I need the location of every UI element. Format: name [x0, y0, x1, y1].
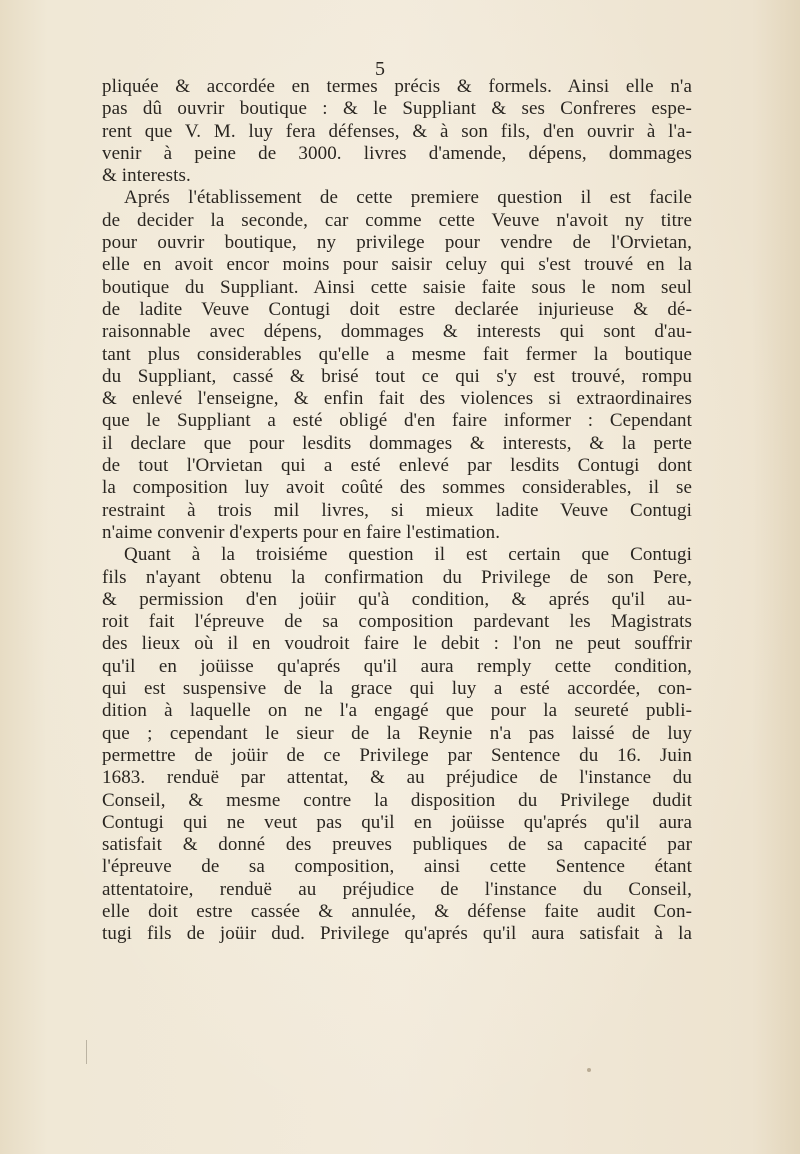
text-line: roit fait l'épreuve de sa composition pardevant les Magistrats [102, 611, 692, 633]
text-line: attentatoire, renduë au préjudice de l'instance du Conseil, [102, 878, 692, 900]
text-line: raisonnable avec dépens, dommages & interests qui sont d'au- [102, 321, 692, 343]
margin-pen-mark [86, 1040, 89, 1064]
text-line: & permission d'en joüir qu'à condition, & aprés qu'il au- [102, 588, 692, 610]
text-line: tugi fils de joüir dud. Privilege qu'aprés qu'il aura satisfait à la [102, 923, 692, 945]
text-line: pour ouvrir boutique, ny privilege pour vendre de l'Orvietan, [102, 232, 692, 254]
body-text [102, 76, 692, 946]
text-line: de ladite Veuve Contugi doit estre declarée injurieuse & dé- [102, 298, 692, 320]
text-line: venir à peine de 3000. livres d'amende, dépens, dommages [102, 142, 692, 164]
text-line: que le Suppliant a esté obligé d'en faire informer : Cependant [102, 410, 692, 432]
text-line: Conseil, & mesme contre la disposition du Privilege dudit [102, 789, 692, 811]
text-line: il declare que pour lesdits dommages & interests, & la perte [102, 432, 692, 454]
text-line: & interests. [102, 165, 191, 187]
text-line: Contugi qui ne veut pas qu'il en joüisse qu'aprés qu'il aura [102, 811, 692, 833]
text-line: elle en avoit encor moins pour saisir celuy qui s'est trouvé en la [102, 254, 692, 276]
text-line: 1683. renduë par attentat, & au préjudice de l'instance du [102, 767, 692, 789]
text-line: fils n'ayant obtenu la confirmation du Privilege de son Pere, [102, 566, 692, 588]
text-line: tant plus considerables qu'elle a mesme fait fermer la boutique [102, 343, 692, 365]
text-line: des lieux où il en voudroit faire le debit : l'on ne peut souffrir [102, 633, 692, 655]
text-line: & enlevé l'enseigne, & enfin fait des violences si extraordinaires [102, 388, 692, 410]
text-line: de tout l'Orvietan qui a esté enlevé par lesdits Contugi dont [102, 455, 692, 477]
text-line: Quant à la troisiéme question il est certain que Contugi [124, 544, 692, 566]
text-line: que ; cependant le sieur de la Reynie n'a pas laissé de luy [102, 722, 692, 744]
text-line: n'aime convenir d'experts pour en faire l'estimation. [102, 521, 501, 543]
text-line: pas dû ouvrir boutique : & le Suppliant & ses Confreres espe- [102, 98, 692, 120]
text-line: elle doit estre cassée & annulée, & défense faite audit Con- [102, 900, 692, 922]
text-line: qui est suspensive de la grace qui luy a esté accordée, con- [102, 678, 692, 700]
text-line: satisfait & donné des preuves publiques de sa capacité par [102, 834, 692, 856]
paper-speck [587, 1068, 591, 1072]
text-line: pliquée & accordée en termes précis & formels. Ainsi elle n'a [102, 76, 692, 97]
text-line: de decider la seconde, car comme cette Veuve n'avoit ny titre [102, 209, 692, 231]
text-line: du Suppliant, cassé & brisé tout ce qui s'y est trouvé, rompu [102, 365, 692, 387]
text-line: qu'il en joüisse qu'aprés qu'il aura remply cette condition, [102, 655, 692, 677]
text-line: rent que V. M. luy fera défenses, & à son fils, d'en ouvrir à l'a- [102, 120, 692, 142]
text-line: boutique du Suppliant. Ainsi cette saisie faite sous le nom seul [102, 276, 692, 298]
text-line: Aprés l'établissement de cette premiere question il est facile [124, 187, 692, 209]
page-number: 5 [375, 58, 385, 80]
text-line: l'épreuve de sa composition, ainsi cette Sentence étant [102, 856, 692, 878]
text-line: permettre de joüir de ce Privilege par Sentence du 16. Juin [102, 744, 692, 766]
text-line: dition à laquelle on ne l'a engagé que pour la seureté publi- [102, 700, 692, 722]
text-line: la composition luy avoit coûté des sommes considerables, il se [102, 477, 692, 499]
text-line: restraint à trois mil livres, si mieux ladite Veuve Contugi [102, 499, 692, 521]
